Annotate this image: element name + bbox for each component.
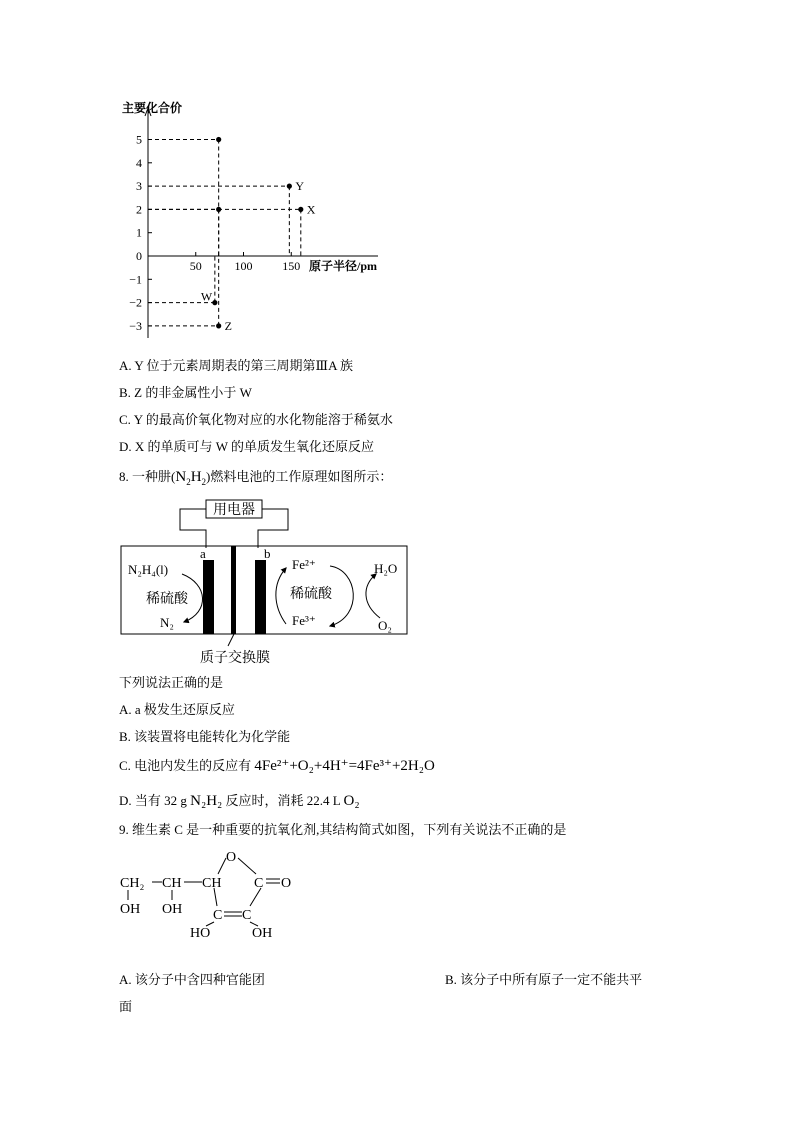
left-reactant: N₂H₄(l) (128, 562, 169, 577)
data-point (287, 184, 292, 189)
q9-option-a: A. 该分子中含四种官能团 (119, 972, 265, 987)
right-o2: O₂ (378, 618, 392, 633)
left-acid: 稀硫酸 (146, 592, 188, 607)
q8-stem: 8. 一种肼$(N_2H_2)$燃料电池的工作原理如图所示： (119, 469, 393, 487)
y-tick-label: −3 (129, 318, 142, 333)
data-point (212, 300, 217, 305)
x-axis-label: 原子半径/pm (309, 259, 378, 273)
fuel-cell-diagram (118, 494, 410, 666)
fe3-to-fe2-arrow (276, 568, 286, 624)
o2-to-h2o-arrow (366, 574, 380, 618)
y-tick-label: −1 (129, 272, 142, 287)
q8-prompt: 下列说法正确的是 (119, 675, 224, 690)
data-point (216, 323, 221, 328)
ho-3: HO (190, 926, 211, 941)
fe2-to-fe3-arrow (330, 566, 353, 626)
right-acid: 稀硫酸 (290, 587, 332, 602)
oh-1: OH (120, 902, 141, 917)
data-point (216, 137, 221, 142)
q8-option-a: A. a 极发生还原反应 (119, 702, 235, 717)
y-tick-label: 1 (136, 225, 142, 240)
y-tick-label: 4 (136, 155, 142, 170)
q8-option-c: C. 电池内发生的反应有 4Fe²⁺+O₂+4H⁺=4Fe³⁺+2H₂O (119, 758, 435, 774)
ring-oxygen: O (226, 850, 237, 865)
y-tick-label: 5 (136, 132, 142, 147)
x-tick-label: 150 (282, 259, 301, 273)
right-h2o: H₂O (374, 561, 398, 576)
q7-option-c: C. Y 的最高价氧化物对应的水化物能溶于稀氨水 (119, 412, 393, 427)
ch-group-2: CH (202, 876, 222, 891)
wire-left (180, 509, 206, 548)
oh-4: OH (252, 926, 273, 941)
membrane-bar (231, 546, 236, 634)
x-tick-label: 100 (234, 259, 253, 273)
y-tick-label: 3 (136, 179, 142, 194)
right-fe2: Fe²⁺ (292, 557, 316, 572)
device-label: 用电器 (213, 503, 255, 518)
q7-option-b: B. Z 的非金属性小于 W (119, 385, 252, 400)
x-tick-label: 50 (189, 259, 202, 273)
electrode-a-label: a (200, 546, 206, 561)
membrane-pointer (228, 634, 234, 646)
left-product: N₂ (160, 615, 174, 630)
q8-option-b: B. 该装置将电能转化为化学能 (119, 729, 291, 744)
q8-option-d: D. 当有 32 g N₂H₂ 反应时，消耗 22.4 L O₂ (119, 793, 360, 809)
oh-2: OH (162, 902, 183, 917)
valence-radius-chart (120, 92, 420, 342)
q9-stem: 9. 维生素 C 是一种重要的抗氧化剂,其结构简式如图，下列有关说法不正确的是 (119, 822, 567, 837)
electrode-b-label: b (264, 546, 271, 561)
point-label: Z (224, 318, 233, 333)
carbonyl-carbon: C (254, 876, 264, 891)
data-point (298, 207, 303, 212)
q9-option-b-continued: 面 (119, 999, 133, 1014)
membrane-label: 质子交换膜 (200, 651, 270, 666)
y-axis-label: 主要化合价 (122, 101, 183, 115)
q7-option-d: D. X 的单质可与 W 的单质发生氧化还原反应 (119, 439, 375, 454)
point-label: W (200, 289, 213, 304)
point-label: Y (295, 179, 305, 194)
carbonyl-oxygen: O (281, 876, 292, 891)
electrode-b (255, 560, 266, 634)
electrode-a (203, 560, 214, 634)
q9-option-b: B. 该分子中所有原子一定不能共平 (445, 972, 643, 987)
right-fe3: Fe³⁺ (292, 613, 316, 628)
y-tick-label: 2 (136, 202, 142, 217)
q7-option-a: A. Y 位于元素周期表的第三周期第ⅢA 族 (119, 358, 354, 373)
left-ring-carbon: C (213, 908, 223, 923)
point-label: X (306, 202, 316, 217)
right-ring-carbon: C (242, 908, 252, 923)
y-tick-label: −2 (129, 295, 142, 310)
ch2-group: CH₂ (120, 876, 145, 891)
y-tick-label: 0 (136, 249, 142, 263)
vitamin-c-structure (118, 842, 308, 944)
ch-group-1: CH (162, 876, 182, 891)
